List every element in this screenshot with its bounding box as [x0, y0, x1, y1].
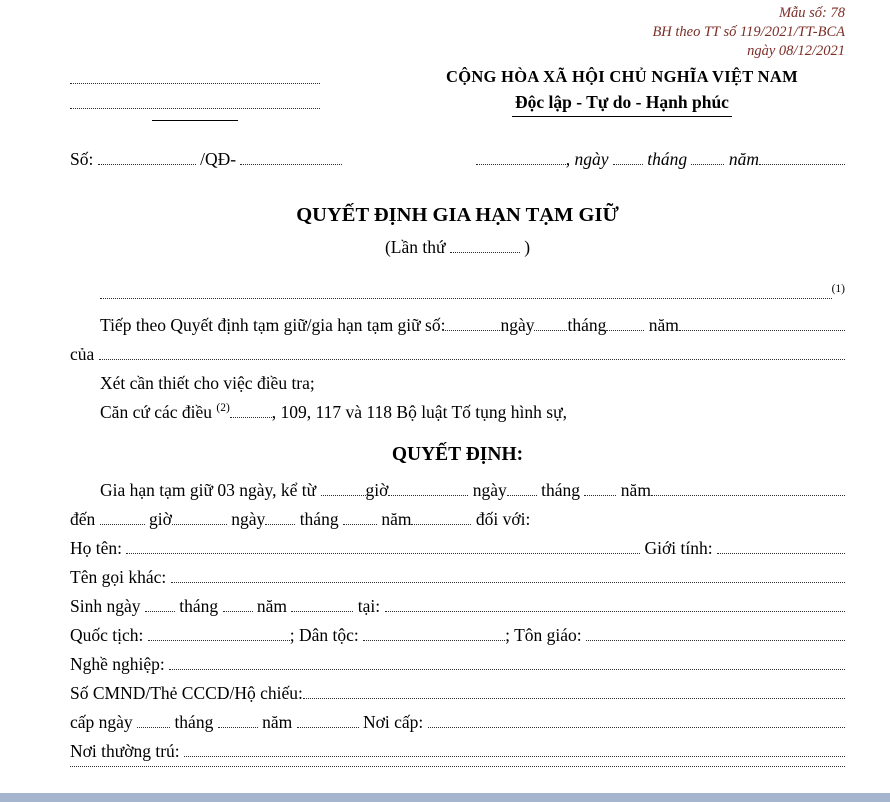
form-label: Căn cứ các điều	[100, 402, 217, 422]
form-label: , ngày	[565, 149, 613, 169]
extension-count-subtitle	[70, 233, 845, 262]
blank-dotted-field	[184, 756, 845, 757]
blank-dotted-field	[507, 495, 537, 496]
blank-dotted-field	[145, 611, 175, 612]
blank-dotted-field	[171, 582, 845, 583]
blank-dotted-field	[297, 727, 359, 728]
form-line	[70, 505, 845, 534]
form-label: Số CMND/Thẻ CCCD/Hộ chiếu:	[70, 683, 303, 703]
agency-name-blank-line	[70, 108, 320, 109]
form-label: tháng	[642, 149, 692, 169]
blank-dotted-field	[99, 359, 845, 360]
blank-dotted-field	[428, 727, 845, 728]
blank-dotted-field	[218, 727, 258, 728]
form-label: ; Tôn giáo:	[505, 625, 587, 645]
form-label: năm	[257, 712, 297, 732]
agency-underline-rule	[152, 120, 238, 121]
national-title: CỘNG HÒA XÃ HỘI CHỦ NGHĨA VIỆT NAM	[445, 67, 798, 86]
form-label: , 109, 117 và 118 Bộ luật Tố tụng hình sự,	[271, 402, 567, 422]
form-meta-block	[652, 4, 845, 61]
form-label: năm	[376, 509, 412, 529]
form-label: đối với:	[471, 509, 531, 529]
document-title: QUYẾT ĐỊNH GIA HẠN TẠM GIỮ	[296, 204, 619, 226]
form-label: năm	[724, 149, 759, 169]
form-label: năm	[252, 596, 292, 616]
form-label: Nghề nghiệp:	[70, 654, 170, 674]
document-body	[70, 145, 845, 767]
form-label: Gia hạn tạm giữ 03 ngày, kể từ	[100, 480, 321, 500]
form-label: giờ	[144, 509, 172, 529]
decision-heading: QUYẾT ĐỊNH:	[391, 444, 524, 465]
blank-dotted-field	[651, 495, 845, 496]
blank-dotted-field	[679, 330, 845, 331]
blank-dotted-field	[411, 524, 471, 525]
blank-dotted-field	[321, 495, 366, 496]
form-label: giờ	[365, 480, 389, 500]
agency-name-blank-line	[70, 83, 320, 84]
blank-dotted-field	[291, 611, 353, 612]
form-label: Tiếp theo Quyết định tạm giữ/gia hạn tạm giữ số:	[100, 315, 446, 335]
form-line	[70, 737, 845, 766]
form-label: tháng	[536, 480, 585, 500]
blank-dotted-field	[98, 164, 196, 165]
footnote-marker: (2)	[216, 402, 230, 414]
form-label: ngày	[500, 315, 535, 335]
blank-dotted-field	[613, 164, 643, 165]
form-line	[70, 476, 845, 505]
blank-dotted-field	[137, 727, 170, 728]
form-label: ; Dân tộc:	[289, 625, 364, 645]
form-label: Quốc tịch:	[70, 625, 148, 645]
blank-dotted-field	[265, 524, 295, 525]
form-line	[70, 766, 845, 767]
blank-dotted-field	[343, 524, 377, 525]
form-label: Số:	[70, 149, 98, 169]
form-line	[70, 592, 845, 621]
blank-dotted-field	[717, 553, 845, 554]
form-label: Giới tính:	[640, 538, 717, 558]
blank-dotted-field	[172, 524, 227, 525]
national-header	[320, 66, 890, 121]
form-label: tháng	[295, 509, 343, 529]
form-issuing-circular: BH theo TT số 119/2021/TT-BCA	[652, 24, 845, 40]
form-label: tháng	[567, 315, 607, 335]
form-line	[70, 650, 845, 679]
blank-dotted-field	[169, 669, 845, 670]
form-label: (Lần thứ	[384, 237, 450, 257]
blank-dotted-field	[445, 330, 500, 331]
blank-dotted-field	[230, 417, 272, 418]
form-line	[70, 534, 845, 563]
form-label: cấp ngày	[70, 712, 138, 732]
blank-dotted-field	[240, 164, 342, 165]
form-label: năm	[616, 480, 651, 500]
form-label: Nơi thường trú:	[70, 741, 185, 761]
form-issue-date: ngày 08/12/2021	[747, 43, 845, 59]
operative-section	[70, 476, 845, 767]
blank-dotted-field	[534, 330, 567, 331]
blank-dotted-field	[100, 524, 145, 525]
footnote-marker: (1)	[831, 283, 845, 295]
form-label: tháng	[174, 596, 223, 616]
form-label: Tên gọi khác:	[70, 567, 171, 587]
blank-dotted-field	[223, 611, 253, 612]
form-label: Sinh ngày	[70, 596, 145, 616]
national-motto: Độc lập - Tự do - Hạnh phúc	[354, 90, 890, 117]
form-label: đến	[70, 509, 100, 529]
blank-dotted-field	[385, 611, 845, 612]
form-label: của	[70, 344, 99, 364]
blank-dotted-field	[759, 164, 845, 165]
blank-dotted-field	[126, 553, 640, 554]
form-line	[70, 282, 845, 311]
form-line	[70, 398, 845, 430]
blank-dotted-field	[450, 252, 520, 253]
form-label: Xét cần thiết cho việc điều tra;	[100, 373, 315, 393]
form-label: ngày	[226, 509, 266, 529]
blank-dotted-field	[100, 298, 832, 299]
blank-dotted-field	[70, 766, 845, 767]
blank-dotted-field	[363, 640, 505, 641]
issuing-agency-blank-block	[70, 66, 320, 121]
form-label: năm	[644, 315, 679, 335]
blank-dotted-field	[584, 495, 616, 496]
blank-dotted-field	[691, 164, 724, 165]
blank-dotted-field	[606, 330, 644, 331]
document-header	[0, 66, 890, 121]
form-line	[70, 369, 845, 398]
form-label: )	[519, 237, 531, 257]
blank-dotted-field	[388, 495, 468, 496]
form-label: Họ tên:	[70, 538, 127, 558]
form-line	[70, 563, 845, 592]
reference-and-date-line	[70, 145, 845, 174]
form-line	[70, 340, 845, 369]
form-label: tại:	[353, 596, 385, 616]
form-line	[70, 679, 845, 708]
preamble-section	[70, 282, 845, 430]
bottom-edge-bar	[0, 793, 890, 802]
form-line	[70, 311, 845, 340]
form-label: /QĐ-	[195, 149, 241, 169]
form-line	[70, 621, 845, 650]
blank-dotted-field	[303, 698, 845, 699]
form-number: Mẫu số: 78	[778, 5, 845, 21]
blank-dotted-field	[586, 640, 845, 641]
blank-dotted-field	[476, 164, 566, 165]
blank-dotted-field	[148, 640, 290, 641]
form-label: ngày	[468, 480, 507, 500]
form-label: tháng	[170, 712, 218, 732]
form-label: Nơi cấp:	[358, 712, 428, 732]
form-line	[70, 708, 845, 737]
